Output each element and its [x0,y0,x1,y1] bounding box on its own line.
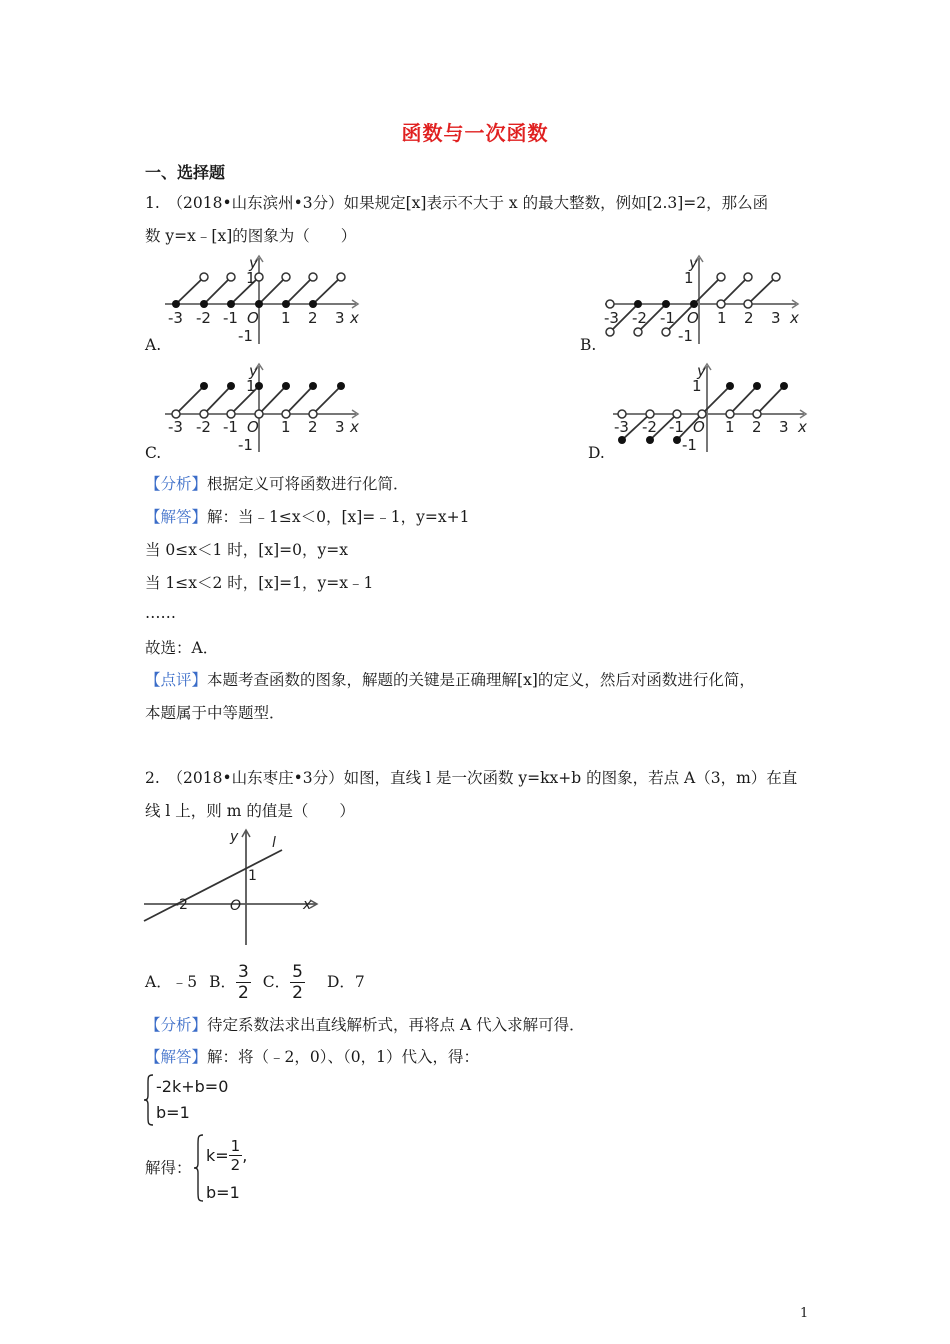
q2-option-c-fraction: $\frac{5}{2}$ [292,961,303,1003]
svg-text:-3: -3 [168,418,183,436]
q1-answer: 【解答】解：当﹣1≤x＜0，[x]=﹣1，y=x+1 [145,508,470,526]
svg-text:x: x [790,309,799,327]
svg-text:-2: -2 [632,309,647,327]
svg-text:-2: -2 [196,309,211,327]
solve-label: 解得： [145,1159,192,1177]
svg-text:1: 1 [248,868,257,884]
svg-text:y: y [697,362,706,380]
svg-text:l: l [272,835,276,851]
q1-graph-a [160,252,370,347]
svg-text:-1: -1 [238,327,253,345]
q1-option-c-label: C. [145,444,162,462]
page-title: 函数与一次函数 [401,121,549,145]
q2-text-line2: 线 l 上，则 m 的值是（ ） [145,802,355,820]
svg-text:x: x [798,418,807,436]
section-heading: 一、选择题 [145,163,226,182]
q1-analysis: 【分析】根据定义可将函数进行化简． [145,475,409,493]
q2-text-line1: 2. （2018•山东枣庄•3分）如图，直线 l 是一次函数 y=kx+b 的图象，若点 A（3，m）在直 [145,769,798,787]
answer-tag: 【解答】 [145,1048,208,1066]
svg-text:2: 2 [752,418,762,436]
svg-text:-1: -1 [238,436,253,454]
q1-text-line2: 数 y=x﹣[x]的图象为（ ） [145,227,357,245]
svg-text:-1: -1 [223,418,238,436]
svg-text:1: 1 [281,309,291,327]
svg-text:-2: -2 [196,418,211,436]
svg-text:-1: -1 [660,309,675,327]
svg-text:1: 1 [246,269,256,287]
q1-graph-c [160,360,370,455]
q1-answer-line2: 当 0≤x＜1 时，[x]=0，y=x [145,541,348,559]
svg-text:3: 3 [779,418,789,436]
svg-text:3: 3 [335,309,345,327]
svg-text:x: x [303,897,312,913]
system2-eq1: k= $\frac{1}{2}$ , [206,1137,248,1174]
svg-text:-1: -1 [223,309,238,327]
svg-text:y: y [230,829,239,845]
svg-text:O: O [247,418,259,436]
q1-answer-ellipsis: …… [145,604,176,622]
svg-text:-2: -2 [642,418,657,436]
svg-text:1: 1 [692,377,702,395]
q2-options [145,962,365,1002]
svg-text:3: 3 [335,418,345,436]
svg-text:1: 1 [684,269,694,287]
q1-graph-b [600,252,810,347]
q2-answer: 【解答】解：将（﹣2，0）、（0，1）代入，得： [145,1048,479,1066]
q2-option-d: D．7 [326,973,365,991]
analysis-tag: 【分析】 [145,475,208,493]
svg-text:2: 2 [744,309,754,327]
q1-comment: 【点评】本题考查函数的图象，解题的关键是正确理解[x]的定义，然后对函数进行化简， [145,671,755,689]
answer-tag: 【解答】 [145,508,208,526]
q2-option-b-fraction: $\frac{3}{2}$ [237,961,249,1003]
svg-text:1: 1 [246,377,256,395]
svg-text:O: O [687,309,699,327]
svg-text:O: O [247,309,259,327]
svg-text:y: y [689,254,698,272]
system2-fraction: $\frac{1}{2}$ [230,1137,241,1174]
q1-comment-line2: 本题属于中等题型． [145,704,285,722]
svg-text:1: 1 [725,418,735,436]
q1-text-line1: 1. （2018•山东滨州•3分）如果规定[x]表示不大于 x 的最大整数，例如[2.3]=2，那么函 [145,194,769,212]
page-number: 1 [800,1306,809,1321]
svg-text:1: 1 [717,309,727,327]
q1-graph-d [608,360,818,455]
svg-text:x: x [350,418,359,436]
svg-text:O: O [230,898,242,914]
svg-text:y: y [249,254,258,272]
svg-text:-2: -2 [174,897,188,913]
q2-option-b: B． [209,973,236,991]
q1-option-d-label: D. [588,444,605,462]
system2-eq2: b=1 [206,1183,240,1202]
svg-text:1: 1 [281,418,291,436]
svg-text:O: O [693,418,705,436]
system1-brace [143,1073,155,1127]
comment-tag: 【点评】 [145,671,208,689]
svg-text:2: 2 [308,309,318,327]
q1-option-b-label: B. [580,336,597,354]
system1-eq1: -2k+b=0 [156,1077,229,1096]
system2-brace [193,1133,205,1203]
svg-text:-3: -3 [614,418,629,436]
svg-text:-3: -3 [604,309,619,327]
svg-text:y: y [249,362,258,380]
svg-text:-1: -1 [682,436,697,454]
q1-answer-choice: 故选：A． [145,639,219,657]
svg-text:-1: -1 [678,327,693,345]
svg-text:-3: -3 [168,309,183,327]
q2-option-a: A．﹣5 [145,973,198,991]
svg-text:x: x [350,309,359,327]
system1-eq2: b=1 [156,1103,190,1122]
svg-text:-1: -1 [669,418,684,436]
q2-option-c: C． [262,973,291,991]
q2-analysis: 【分析】待定系数法求出直线解析式，再将点 A 代入求解可得． [145,1016,585,1034]
q1-answer-line3: 当 1≤x＜2 时，[x]=1，y=x﹣1 [145,574,374,592]
analysis-tag: 【分析】 [145,1016,208,1034]
q1-option-a-label: A. [145,336,162,354]
q2-line-graph [140,825,325,950]
svg-text:2: 2 [308,418,318,436]
svg-text:3: 3 [771,309,781,327]
